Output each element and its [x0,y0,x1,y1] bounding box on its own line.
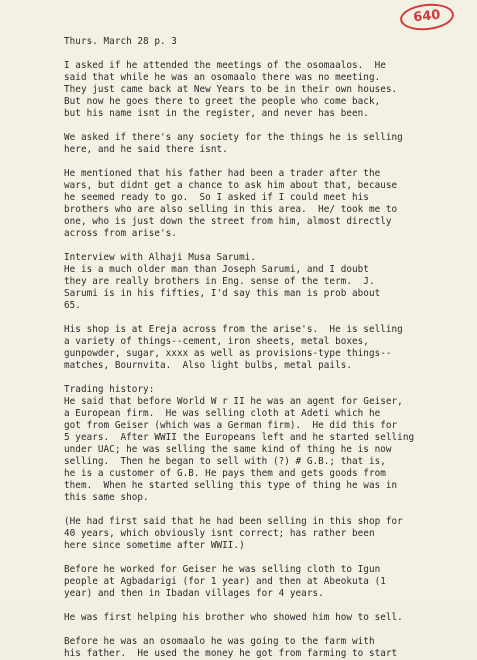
text-line: a European firm. He was selling cloth at Adeti which he [64,408,381,419]
paragraph-osomaalo-meetings [64,60,464,120]
text-line: matches, Bournvita. Also light bulbs, metal pails. [64,360,353,371]
text-line: Interview with Alhaji Musa Sarumi. [64,252,257,263]
text-line: under UAC; he was selling the same kind of thing he is now [64,444,392,455]
text-line: (He had first said that he had been selling in this shop for [64,516,403,527]
text-line: They just came back at New Years to be in their own houses. [64,84,398,95]
paragraph-before-geiser [64,564,464,600]
text-line: brothers who are also selling in this area. He/ took me to [64,204,398,215]
text-line: wars, but didnt get a chance to ask him about that, because [64,180,398,191]
text-line: got from Geiser (which was a German firm). He did this for [64,420,398,431]
page-number-stamp: 640 [399,1,455,33]
text-line: here, and he said there isnt. [64,144,228,155]
text-line: across from arise's. [64,228,177,239]
paragraph-selling-years-note [64,516,464,552]
text-line: but his name isnt in the register, and never has been. [64,108,369,119]
text-line: 5 years. After WWII the Europeans left and he started selling [64,432,415,443]
text-line: Before he worked for Geiser he was selling cloth to Igun [64,564,381,575]
text-line: He said that before World W r II he was an agent for Geiser, [64,396,403,407]
paragraph-helping-brother [64,612,464,624]
paragraph-interview-intro [64,252,464,312]
text-line: Trading history: [64,384,155,395]
paragraph-shop-goods [64,324,464,372]
paragraph-trading-history [64,384,464,504]
date-heading: Thurs. March 28 p. 3 [64,36,177,47]
text-line: He is a much older man than Joseph Sarumi, and I doubt [64,264,369,275]
text-line: he is a customer of G.B. He pays them and gets goods from [64,468,386,479]
typed-body [64,36,464,660]
text-line: We asked if there's any society for the things he is selling [64,132,403,143]
text-line: I asked if he attended the meetings of the osomaalos. He [64,60,386,71]
text-line: He mentioned that his father had been a trader after the [64,168,381,179]
text-line: gunpowder, sugar, xxxx as well as provisions-type things-- [64,348,392,359]
text-line: said that while he was an osomaalo there was no meeting. [64,72,381,83]
text-line: they are really brothers in Eng. sense of the term. J. [64,276,375,287]
text-line: he seemed ready to go. So I asked if I could meet his [64,192,369,203]
text-line: He was first helping his brother who showed him how to sell. [64,612,403,623]
paragraph-society [64,132,464,156]
text-line: this same shop. [64,492,149,503]
text-line: His shop is at Ereja across from the arise's. He is selling [64,324,403,335]
text-line: 65. [64,300,81,311]
paragraph-father-trader [64,168,464,240]
text-line: one, who is just down the street from him, almost directly [64,216,392,227]
text-line: them. When he started selling this type of thing he was in [64,480,398,491]
text-line: people at Agbadarigi (for 1 year) and then at Abeokuta (1 [64,576,386,587]
text-line: 40 years, which obviously isnt correct; has rather been [64,528,375,539]
text-line: selling. Then he began to sell with (?) # G.B.; that is, [64,456,386,467]
text-line: a variety of things--cement, iron sheets, metal boxes, [64,336,369,347]
text-line: Sarumi is in his fifties, I'd say this man is prob about [64,288,381,299]
text-line: his father. He used the money he got from farming to start [64,648,398,659]
paragraph-farming [64,636,464,660]
text-line: Before he was an osomaalo he was going to the farm with [64,636,375,647]
text-line: here since sometime after WWII.) [64,540,245,551]
text-line: year) and then in Ibadan villages for 4 years. [64,588,324,599]
text-line: But now he goes there to greet the people who come back, [64,96,381,107]
